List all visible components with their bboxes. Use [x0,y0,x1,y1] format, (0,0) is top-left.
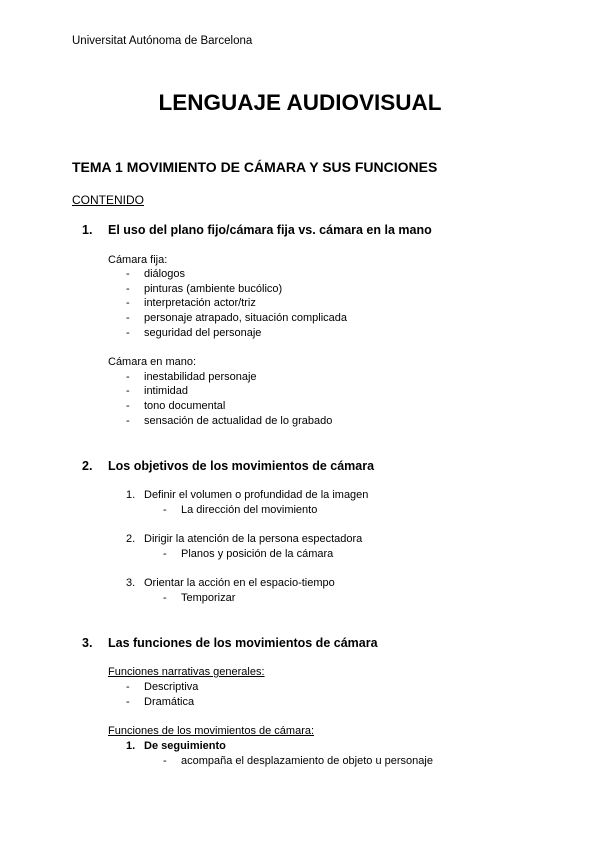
list-item: inestabilidad personaje [144,371,257,383]
list-item: seguridad del personaje [144,327,262,339]
document-title: LENGUAJE AUDIOVISUAL [158,90,442,115]
bullet-dash: - [126,371,130,383]
function-title: De seguimiento [144,740,226,752]
tema-heading: TEMA 1 MOVIMIENTO DE CÁMARA Y SUS FUNCIONES [72,159,438,175]
list-item: intimidad [144,385,189,397]
bullet-dash: - [126,696,130,708]
bullet-dash: - [126,312,130,324]
camara-en-mano-label: Cámara en mano: [108,356,197,368]
bullet-dash: - [163,592,167,604]
camara-fija-label: Cámara fija: [108,254,168,266]
list-item: Descriptiva [144,681,199,693]
bullet-dash: - [126,681,130,693]
bullet-dash: - [126,327,130,339]
list-item: Dramática [144,696,195,708]
function-number: 1. [126,740,136,752]
point-number: 2. [126,533,136,545]
point-text: Orientar la acción en el espacio-tiempo [144,577,335,589]
list-item: diálogos [144,268,185,280]
point-subitem: La dirección del movimiento [181,504,318,516]
bullet-dash: - [163,504,167,516]
point-subitem: Planos y posición de la cámara [181,548,334,560]
section-1-title: El uso del plano fijo/cámara fija vs. cámara en la mano [108,223,432,237]
list-item: pinturas (ambiente bucólico) [144,283,283,295]
contenido-heading: CONTENIDO [72,193,144,207]
section-3-number: 3. [82,636,93,650]
point-text: Dirigir la atención de la persona espectadora [144,533,363,545]
bullet-dash: - [126,385,130,397]
section-2-number: 2. [82,459,93,473]
bullet-dash: - [126,297,130,309]
bullet-dash: - [126,268,130,280]
bullet-dash: - [163,548,167,560]
bullet-dash: - [126,415,130,427]
section-3-title: Las funciones de los movimientos de cámara [108,636,378,650]
point-number: 1. [126,489,136,501]
function-subitem: acompaña el desplazamiento de objeto u personaje [181,755,433,767]
list-item: tono documental [144,400,226,412]
bullet-dash: - [126,283,130,295]
bullet-dash: - [126,400,130,412]
bullet-dash: - [163,755,167,767]
list-item: personaje atrapado, situación complicada [144,312,348,324]
list-item: sensación de actualidad de lo grabado [144,415,333,427]
point-number: 3. [126,577,136,589]
point-text: Definir el volumen o profundidad de la imagen [144,489,369,501]
camera-functions-label: Funciones de los movimientos de cámara: [108,725,315,737]
page-header: Universitat Autónoma de Barcelona [72,35,253,47]
list-item: interpretación actor/triz [144,297,256,309]
narrative-functions-label: Funciones narrativas generales: [108,666,265,678]
section-1-number: 1. [82,223,93,237]
point-subitem: Temporizar [181,592,236,604]
section-2-title: Los objetivos de los movimientos de cámara [108,459,375,473]
